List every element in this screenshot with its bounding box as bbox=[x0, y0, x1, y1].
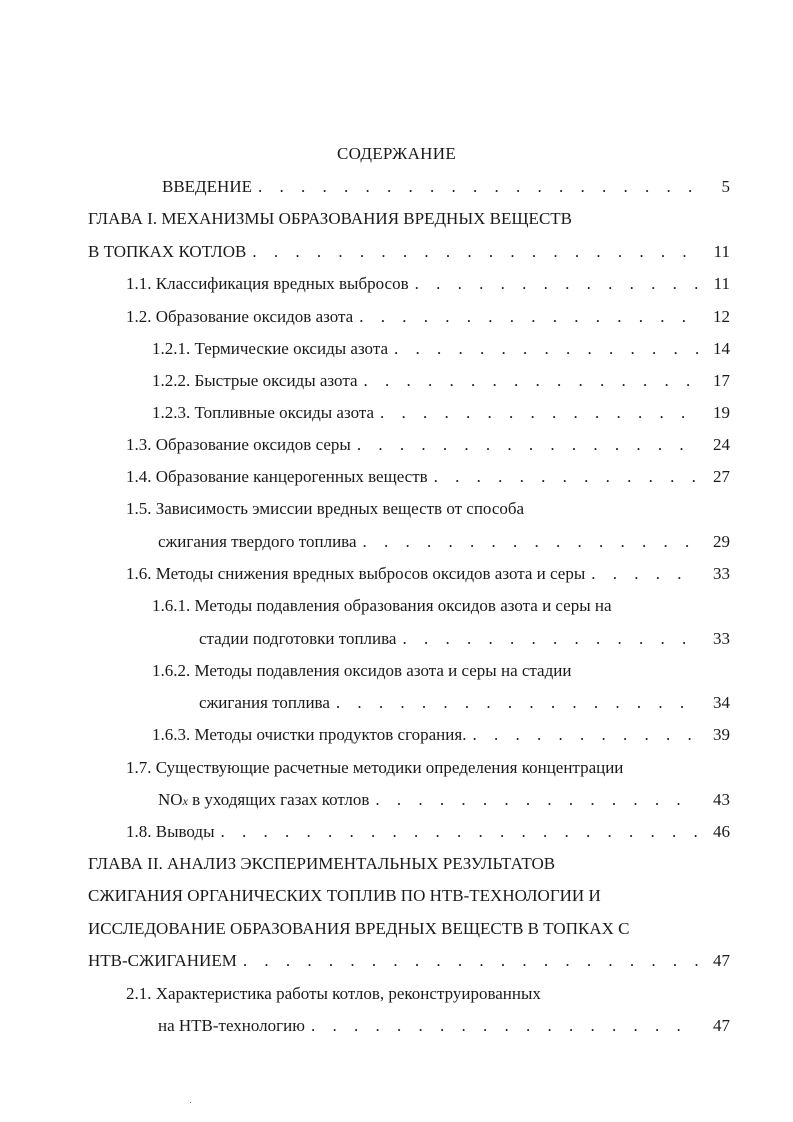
toc-entry-1-7 bbox=[126, 757, 730, 779]
toc-entry-text: ВВЕДЕНИЕ bbox=[162, 177, 252, 196]
toc-entry-text: 1.6.2. Методы подавления оксидов азота и серы на стадии bbox=[152, 661, 572, 680]
toc-entry-1-7-cont bbox=[158, 789, 730, 812]
toc-chapter-2-heading bbox=[88, 853, 730, 875]
toc-entry-1-3 bbox=[126, 434, 730, 456]
dot-leader bbox=[472, 724, 698, 746]
toc-entry-text: ГЛАВА I. МЕХАНИЗМЫ ОБРАЗОВАНИЯ ВРЕДНЫХ ВЕЩЕСТВ bbox=[88, 209, 573, 228]
toc-page-number: 17 bbox=[713, 371, 730, 390]
toc-entry-1-4 bbox=[126, 466, 730, 488]
toc-entry-text: 1.2.3. Топливные оксиды азота bbox=[152, 403, 375, 422]
dot-leader bbox=[394, 338, 698, 360]
toc-page-number: 12 bbox=[713, 307, 730, 326]
toc-entry-text: 1.4. Образование канцерогенных веществ bbox=[126, 467, 428, 486]
toc-chapter-2-heading-cont-3 bbox=[88, 950, 730, 972]
dot-leader bbox=[359, 306, 698, 328]
toc-page-number: 27 bbox=[713, 467, 730, 486]
toc-page-number: 47 bbox=[713, 951, 730, 970]
toc-entry-1-2-2 bbox=[152, 370, 730, 392]
toc-entry-1-5-cont bbox=[158, 531, 730, 553]
toc-page-number: 11 bbox=[713, 242, 730, 261]
toc-entry-2-1 bbox=[126, 983, 730, 1005]
toc-entry-1-2-3 bbox=[152, 402, 730, 424]
toc-entry-text bbox=[158, 789, 369, 812]
toc-entry-introduction bbox=[162, 176, 730, 198]
dot-leader bbox=[591, 563, 698, 585]
nox-rest-text: в уходящих газах котлов bbox=[187, 790, 370, 809]
toc-entry-1-6 bbox=[126, 563, 730, 585]
dot-leader bbox=[380, 402, 698, 424]
toc-entry-text: НТВ-СЖИГАНИЕМ bbox=[88, 951, 237, 970]
toc-entry-text: ИССЛЕДОВАНИЕ ОБРАЗОВАНИЯ ВРЕДНЫХ ВЕЩЕСТВ В ТОПКАХ С bbox=[88, 919, 630, 938]
toc-chapter-1-heading-cont bbox=[88, 241, 730, 263]
toc-entry-text: ГЛАВА II. АНАЛИЗ ЭКСПЕРИМЕНТАЛЬНЫХ РЕЗУЛЬТАТОВ bbox=[88, 854, 556, 873]
toc-chapter-2-heading-cont-2 bbox=[88, 918, 730, 940]
toc-entry-1-6-3 bbox=[152, 724, 730, 746]
toc-page-number: 11 bbox=[713, 274, 730, 293]
scan-speck bbox=[190, 1102, 191, 1103]
toc-entry-text: сжигания твердого топлива bbox=[158, 532, 357, 551]
toc-entry-1-8 bbox=[126, 821, 730, 843]
toc-chapter-2-heading-cont-1 bbox=[88, 885, 730, 907]
toc-entry-text: на НТВ-технологию bbox=[158, 1016, 305, 1035]
toc-entry-1-2-1 bbox=[152, 338, 730, 360]
toc-entry-1-6-1-cont bbox=[199, 628, 730, 650]
nox-formula: NO bbox=[158, 790, 183, 809]
toc-entry-text: 1.1. Классификация вредных выбросов bbox=[126, 274, 409, 293]
toc-entry-text: СЖИГАНИЯ ОРГАНИЧЕСКИХ ТОПЛИВ ПО НТВ-ТЕХНОЛОГИИ И bbox=[88, 886, 601, 905]
dot-leader bbox=[258, 176, 698, 198]
toc-entry-text: 1.2.2. Быстрые оксиды азота bbox=[152, 371, 358, 390]
dot-leader bbox=[375, 789, 698, 811]
dot-leader bbox=[357, 434, 698, 456]
toc-page-number: 33 bbox=[713, 629, 730, 648]
nox-subscript: x bbox=[182, 794, 188, 808]
toc-entry-text: 1.7. Существующие расчетные методики определения концентрации bbox=[126, 758, 624, 777]
toc-entry-text: 1.2.1. Термические оксиды азота bbox=[152, 339, 389, 358]
dot-leader bbox=[434, 466, 698, 488]
toc-page-number: 47 bbox=[713, 1016, 730, 1035]
toc-page-number: 5 bbox=[721, 177, 730, 196]
toc-entry-text: 1.6. Методы снижения вредных выбросов оксидов азота и серы bbox=[126, 564, 586, 583]
toc-page-number: 24 bbox=[713, 435, 730, 454]
toc-page-number: 33 bbox=[713, 564, 730, 583]
page-title: СОДЕРЖАНИЕ bbox=[336, 144, 457, 163]
toc-entry-text: 1.2. Образование оксидов азота bbox=[126, 307, 354, 326]
toc-entry-text: 1.8. Выводы bbox=[126, 822, 215, 841]
dot-leader bbox=[221, 821, 698, 843]
toc-page-number: 29 bbox=[713, 532, 730, 551]
toc-entry-1-6-2 bbox=[152, 660, 730, 682]
dot-leader bbox=[415, 273, 698, 295]
dot-leader bbox=[252, 241, 698, 263]
toc-entry-text: стадии подготовки топлива bbox=[199, 629, 397, 648]
toc-page-number: 43 bbox=[713, 790, 730, 809]
dot-leader bbox=[243, 950, 698, 972]
toc-entry-1-2 bbox=[126, 306, 730, 328]
toc-entry-1-6-2-cont bbox=[199, 692, 730, 714]
dot-leader bbox=[363, 531, 698, 553]
dot-leader bbox=[402, 628, 698, 650]
toc-entry-text: 1.6.3. Методы очистки продуктов сгорания. bbox=[152, 725, 467, 744]
toc-entry-text: сжигания топлива bbox=[199, 693, 330, 712]
toc-page-number: 14 bbox=[713, 339, 730, 358]
toc-page-number: 19 bbox=[713, 403, 730, 422]
toc-entry-1-5 bbox=[126, 498, 730, 520]
toc-chapter-1-heading bbox=[88, 208, 730, 230]
toc-entry-2-1-cont bbox=[158, 1015, 730, 1037]
toc-page-number: 34 bbox=[713, 693, 730, 712]
toc-entry-text: 2.1. Характеристика работы котлов, реконструированных bbox=[126, 984, 541, 1003]
dot-leader bbox=[336, 692, 698, 714]
toc-entry-text: В ТОПКАХ КОТЛОВ bbox=[88, 242, 247, 261]
dot-leader bbox=[364, 370, 698, 392]
toc-page-number: 39 bbox=[713, 725, 730, 744]
toc-entry-1-1 bbox=[126, 273, 730, 295]
toc-page-number: 46 bbox=[713, 822, 730, 841]
toc-entry-1-6-1 bbox=[152, 595, 730, 617]
toc-entry-text: 1.6.1. Методы подавления образования оксидов азота и серы на bbox=[152, 596, 612, 615]
toc-entry-text: 1.3. Образование оксидов серы bbox=[126, 435, 351, 454]
toc-entry-text: 1.5. Зависимость эмиссии вредных веществ от способа bbox=[126, 499, 525, 518]
dot-leader bbox=[311, 1015, 698, 1037]
